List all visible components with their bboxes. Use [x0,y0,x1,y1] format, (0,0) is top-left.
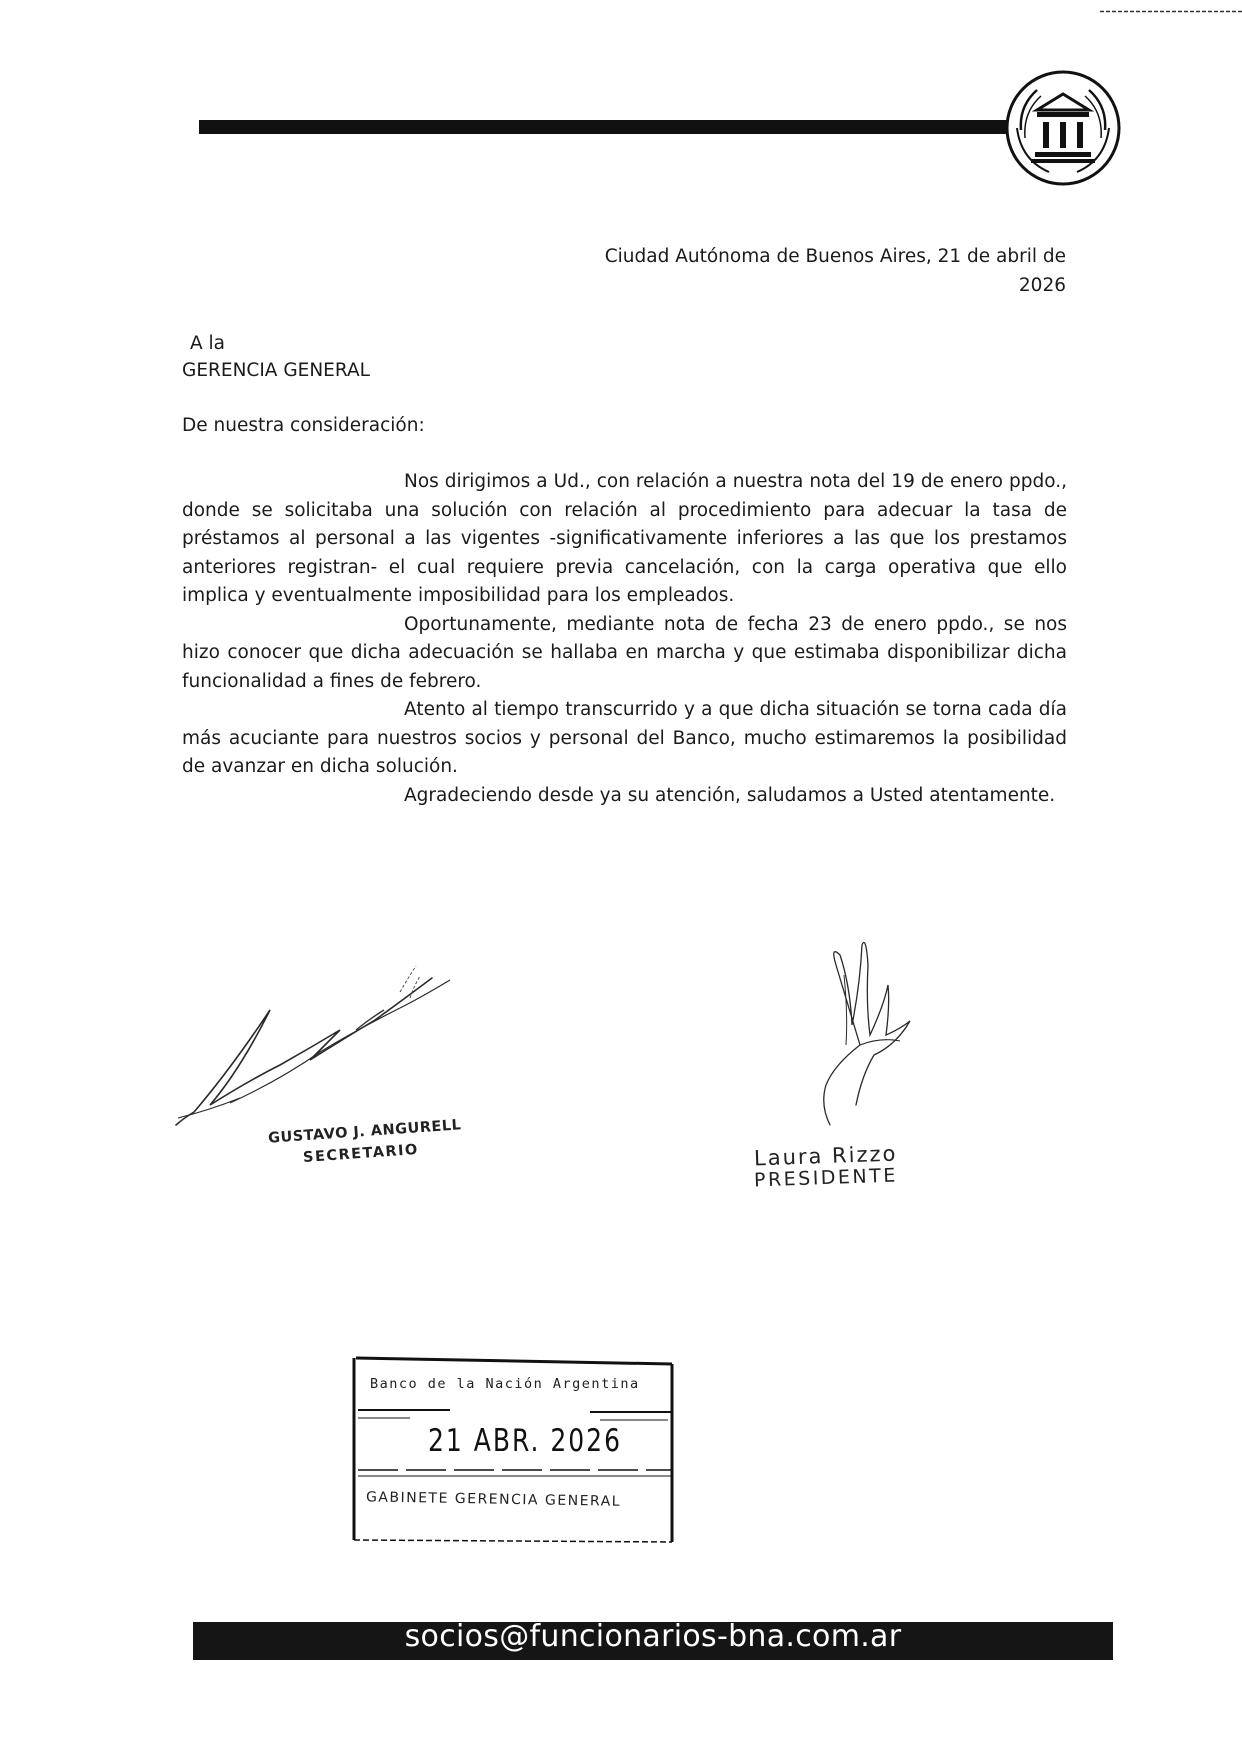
reception-stamp [350,1350,675,1545]
recipient-line-1: A la [190,333,226,354]
body-paragraph-1: Nos dirigimos a Ud., con relación a nuestra nota del 19 de enero ppdo., donde se solicitaba una solución con relación al procedimiento para adecuar la tasa de préstamos al personal a las vigentes -significativamente inferiores a las que los prestamos anteriores registran- el cual requiere previa cancelación, con la carga operativa que ello implica y eventualmente imposibilidad para los empleados. [182,471,1067,606]
signatory-right-name: Laura Rizzo [753,1141,898,1171]
body-paragraph-2: Oportunamente, mediante nota de fecha 23 de enero ppdo., se nos hizo conocer que dicha adecuación se hallaba en marcha y que estimaba disponibilizar dicha funcionalidad a fines de febrero. [182,613,1067,692]
stamp-bank-name: Banco de la Nación Argentina [370,1376,640,1392]
letter-date: Ciudad Autónoma de Buenos Aires, 21 de abril de 2026 [604,246,1066,296]
signatory-right-title: PRESIDENTE [753,1164,899,1192]
body-paragraph-4: Agradeciendo desde ya su atención, saludamos a Usted atentamente. [404,784,1056,806]
footer-email-link[interactable]: socios@funcionarios-bna.com.ar [404,1619,902,1654]
header-rule [199,120,1017,134]
body-paragraph-3: Atento al tiempo transcurrido y a que dicha situación se torna cada día más acuciante para nuestros socios y personal del Banco, mucho estimaremos la posibilidad de avanzar en dicha solución. [182,699,1067,777]
handwritten-signature-left [170,920,500,1135]
bank-building-logo-icon [1003,68,1123,188]
stamp-date: 21 ABR. 2026 [427,1422,622,1459]
signatory-left-name: GUSTAVO J. ANGURELL [267,1117,462,1147]
stamp-department: GABINETE GERENCIA GENERAL [365,1489,622,1510]
letter-body [182,468,1067,810]
scan-edge-mark [1100,0,1242,3]
signatory-left-title: SECRETARIO [302,1141,420,1167]
handwritten-signature-right [800,925,960,1150]
recipient-line-2: GERENCIA GENERAL [182,360,370,381]
salutation: De nuestra consideración: [182,415,425,436]
